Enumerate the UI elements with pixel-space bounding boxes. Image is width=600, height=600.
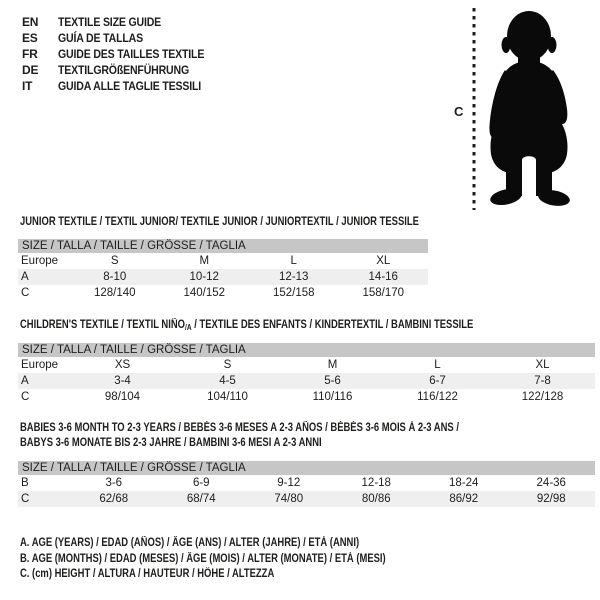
table-row-height: [18, 491, 595, 507]
value-cell: 24-36: [536, 477, 566, 489]
language-row-de: [22, 62, 224, 78]
value-cell: 6-7: [385, 373, 490, 389]
value-cell: 92/98: [508, 491, 596, 507]
row-label: Europe: [21, 255, 59, 267]
value-cell: 122/128: [521, 391, 564, 403]
babies-size-table: [18, 461, 595, 507]
value-cell: 74/80: [245, 491, 333, 507]
heading-subscript: /A: [185, 323, 192, 332]
value-cell: 5-6: [280, 373, 385, 389]
value-cell: 62/68: [70, 491, 158, 507]
childrens-section-heading: [20, 319, 573, 332]
value-cell: 110/116: [312, 391, 353, 403]
value-cell: 10-12: [160, 269, 250, 285]
size-header-label: SIZE / TALLA / TAILLE / GRÖSSE / TAGLIA: [18, 461, 595, 475]
value-cell: 18-24: [449, 477, 479, 489]
heading-line-2: BABYS 3-6 MONATE BIS 2-3 JAHRE / BAMBINI 3-6 MESI A 2-3 ANNI: [20, 436, 322, 449]
value-cell: 116/122: [417, 391, 458, 403]
language-row-fr: [22, 46, 224, 62]
size-cell: XS: [114, 359, 131, 371]
table-row-height: [18, 285, 428, 301]
value-cell: 3-4: [70, 373, 175, 389]
language-row-en: [22, 14, 224, 30]
table-row-europe: [18, 357, 595, 373]
babies-section-heading: [20, 421, 555, 450]
row-label: Europe: [21, 359, 59, 371]
legend-line-c: C. (cm) HEIGHT / ALTURA / HAUTEUR / HÖHE / ALTEZZA: [20, 568, 275, 580]
legend-line-a: A. AGE (YEARS) / EDAD (AÑOS) / ÂGE (ANS) / ALTER (JAHRE) / ETÀ (ANNI): [20, 537, 360, 549]
value-cell: 140/152: [183, 287, 226, 299]
language-title: GUÍA DE TALLAS: [58, 31, 143, 45]
language-title: TEXTILE SIZE GUIDE: [58, 15, 162, 29]
size-cell: S: [110, 255, 119, 267]
value-cell: 158/170: [362, 287, 405, 299]
size-cell: L: [434, 359, 441, 371]
value-cell: 104/110: [207, 391, 248, 403]
size-cell: L: [290, 255, 297, 267]
baby-silhouette-icon: [479, 8, 579, 208]
size-header-bar: [18, 343, 595, 357]
size-cell: XL: [535, 359, 550, 371]
value-cell: 4-5: [175, 373, 280, 389]
language-title: GUIDE DES TAILLES TEXTILE: [58, 47, 205, 61]
value-cell: 14-16: [339, 269, 429, 285]
table-row-age: [18, 373, 595, 389]
height-measure-dotted-line: [471, 8, 477, 210]
value-cell: 86/92: [420, 491, 508, 507]
value-cell: 8-10: [70, 269, 160, 285]
language-title-block: [22, 14, 224, 94]
heading-text: CHILDREN'S TEXTILE / TEXTIL NIÑO: [20, 319, 186, 331]
size-header-bar: [18, 461, 595, 475]
table-row-height: [18, 389, 595, 405]
language-title: GUIDA ALLE TAGLIE TESSILI: [58, 79, 202, 93]
language-code: IT: [22, 79, 33, 93]
heading-text: / TEXTILE DES ENFANTS / KINDERTEXTIL / BAMBINI TESSILE: [191, 319, 474, 331]
language-code: EN: [22, 15, 39, 29]
size-header-label: SIZE / TALLA / TAILLE / GRÖSSE / TAGLIA: [18, 343, 595, 357]
language-title: TEXTILGRÖßENFÜHRUNG: [58, 63, 190, 77]
size-cell: M: [199, 255, 210, 267]
value-cell: 128/140: [93, 287, 136, 299]
value-cell: 68/74: [158, 491, 246, 507]
legend-line-b: B. AGE (MONTHS) / EDAD (MESES) / ÂGE (MOIS) / ALTER (MONATE) / ETÀ (MESI): [20, 552, 386, 565]
language-row-es: [22, 30, 224, 46]
junior-size-table: [18, 239, 428, 301]
language-code: ES: [22, 31, 38, 45]
size-cell: S: [223, 359, 232, 371]
table-row-age: [18, 269, 428, 285]
language-code: DE: [22, 63, 39, 77]
legend-block: [20, 536, 466, 583]
childrens-size-table: [18, 343, 595, 405]
value-cell: 6-9: [192, 477, 210, 489]
height-measure-label-c: C: [454, 104, 464, 119]
heading-line-1: BABIES 3-6 MONTH TO 2-3 YEARS / BEBÉS 3-6 MESES A 2-3 AÑOS / BÉBÉS 3-6 MOIS À 2-3 ANS /: [20, 422, 459, 434]
size-header-bar: [18, 239, 428, 253]
table-row-months: [18, 475, 595, 491]
value-cell: 9-12: [277, 477, 301, 489]
size-header-label: SIZE / TALLA / TAILLE / GRÖSSE / TAGLIA: [18, 239, 428, 253]
language-code: FR: [22, 47, 38, 61]
value-cell: 152/158: [272, 287, 315, 299]
size-cell: XL: [376, 255, 391, 267]
value-cell: 12-18: [361, 477, 391, 489]
table-row-europe: [18, 253, 428, 269]
row-label: A: [18, 269, 70, 285]
row-label: C: [21, 391, 30, 403]
value-cell: 3-6: [105, 477, 123, 489]
value-cell: 12-13: [249, 269, 339, 285]
junior-section-heading: JUNIOR TEXTILE / TEXTIL JUNIOR/ TEXTILE JUNIOR / JUNIORTEXTIL / JUNIOR TESSILE: [20, 216, 419, 228]
value-cell: 7-8: [490, 373, 595, 389]
size-cell: M: [327, 359, 338, 371]
row-label: B: [21, 477, 29, 489]
value-cell: 80/86: [333, 491, 421, 507]
value-cell: 98/104: [104, 391, 141, 403]
row-label: A: [18, 373, 70, 389]
language-row-it: [22, 78, 224, 94]
row-label: C: [21, 287, 30, 299]
row-label: C: [18, 491, 70, 507]
